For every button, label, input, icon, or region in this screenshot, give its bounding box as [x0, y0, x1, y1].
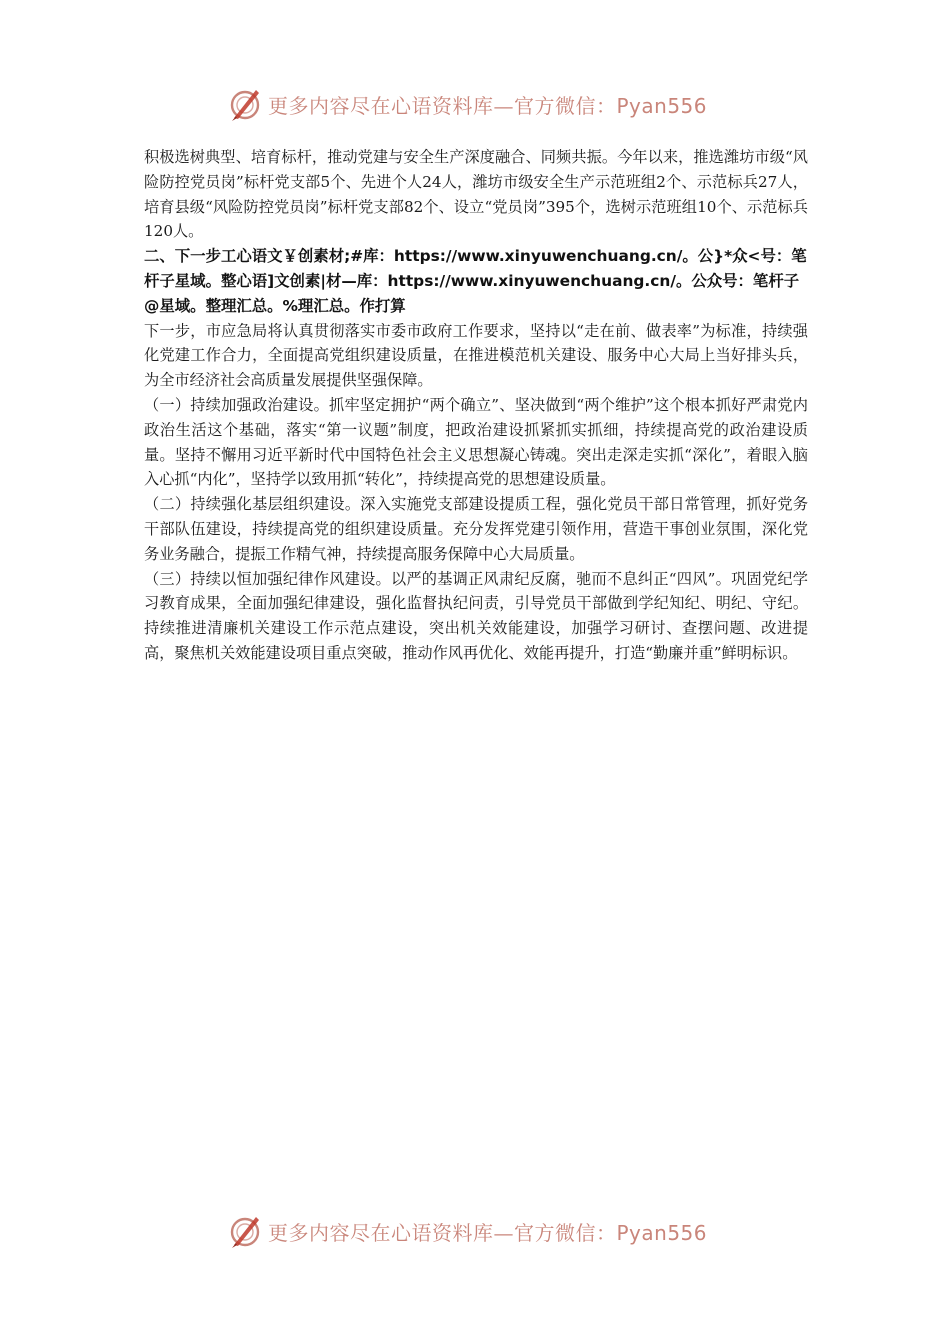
header-banner — [228, 84, 707, 124]
document-body — [144, 145, 808, 666]
quill-pen-circle-icon — [228, 1213, 264, 1249]
intro-paragraph: 积极选树典型、培育标杆，推动党建与安全生产深度融合、同频共振。今年以来，推选潍坊市级“风险防控党员岗”标杆党支部5个、先进个人24人，潍坊市级安全生产示范班组2个、示范标兵27人，培育县级“风险防控党员岗”标杆党支部82个、设立“党员岗”395个，选树示范班组10个、示范标兵120人。 — [144, 148, 808, 241]
item-1-paragraph: （一）持续加强政治建设。抓牢坚定拥护“两个确立”、坚决做到“两个维护”这个根本抓好严肃党内政治生活这个基础，落实“第一议题”制度，把政治建设抓紧抓实抓细，持续提高党的政治建设质量。坚持不懈用习近平新时代中国特色社会主义思想凝心铸魂。突出走深走实抓“深化”，着眼入脑入心抓“内化”，坚持学以致用抓“转化”，持续提高党的思想建设质量。 — [144, 395, 808, 489]
footer-banner — [228, 1211, 707, 1251]
header-banner-label: 更多内容尽在心语资料库—官方微信： — [268, 93, 617, 118]
header-banner-text — [268, 90, 707, 119]
item-2-paragraph: （二）持续强化基层组织建设。深入实施党支部建设提质工程，强化党员干部日常管理，抓好党务干部队伍建设，持续提高党的组织建设质量。充分发挥党建引领作用，营造干事创业氛围，深化党务业务融合，提振工作精气神，持续提高服务保障中心大局质量。 — [144, 495, 808, 563]
footer-wechat-id: Pyan556 — [616, 1220, 708, 1245]
header-wechat-id: Pyan556 — [616, 93, 708, 118]
quill-pen-circle-icon — [228, 86, 264, 122]
item-3-paragraph: （三）持续以恒加强纪律作风建设。以严的基调正风肃纪反腐，驰而不息纠正“四风”。巩固党纪学习教育成果，全面加强纪律建设，强化监督执纪问责，引导党员干部做到学纪知纪、明纪、守纪。持续推进清廉机关建设工作示范点建设，突出机关效能建设，加强学习研讨、查摆问题、改进提高，聚焦机关效能建设项目重点突破，推动作风再优化、效能再提升，打造“勤廉并重”鲜明标识。 — [144, 569, 808, 662]
section-intro-paragraph: 下一步，市应急局将认真贯彻落实市委市政府工作要求，坚持以“走在前、做表率”为标准，持续强化党建工作合力，全面提高党组织建设质量，在推进模范机关建设、服务中心大局上当好排头兵，为全市经济社会高质量发展提供坚强保障。 — [144, 321, 808, 390]
section-heading: 二、下一步工心语文￥创素材;#库：https://www.xinyuwenchuang.cn/。公}*众<号：笔杆子星域。整心语]文创素|材—库：https://www.xinyuwenchuang.cn/。公众号：笔杆子@星域。整理汇总。%理汇总。作打算 — [144, 247, 807, 315]
footer-banner-text — [268, 1217, 707, 1246]
footer-banner-label: 更多内容尽在心语资料库—官方微信： — [268, 1220, 617, 1245]
